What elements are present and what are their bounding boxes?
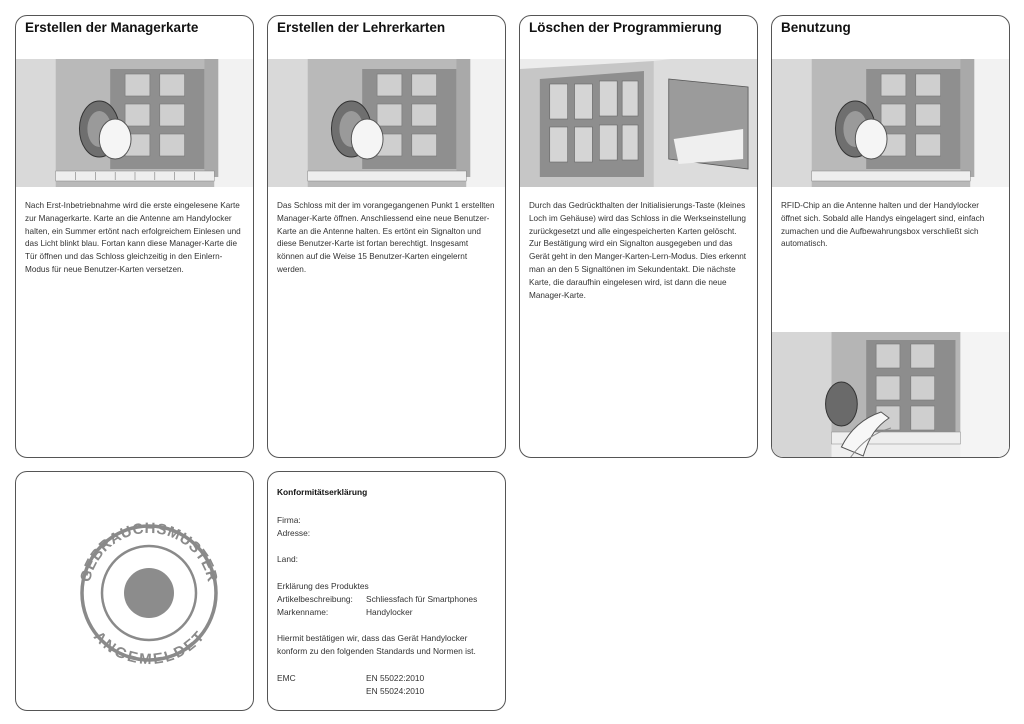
land-label: Land: [277, 554, 298, 564]
card-description: Nach Erst-Inbetriebnahme wird die erste eingelesene Karte zur Managerkarte. Karte an die Antenne am Handylocker halten, ein Summer ertönt nach erfolgreichem Einlesen und das Licht blinkt blau. Fortan kann diese Manager-Karte die Tür öffnen und das Schloss gleichzeitig in den Einlern-Modus für neue Benutzer-Karten versetzen. [25, 201, 241, 274]
card-title: Benutzung [781, 20, 851, 35]
norm-1: EN 55022:2010 [366, 673, 425, 683]
card-usage [771, 15, 1010, 458]
produkt-heading: Erklärung des Produktes [277, 581, 369, 591]
seal-top-text: GEBRAUCHSMUSTER [77, 519, 221, 584]
card-reset [519, 15, 758, 458]
locker-image [16, 59, 253, 187]
card-title: Löschen der Programmierung [529, 20, 722, 35]
card-seal [15, 471, 254, 711]
adresse-label: Adresse: [277, 528, 311, 538]
card-description: Das Schloss mit der im vorangegangenen Punkt 1 erstellten Manager-Karte öffnen. Anschliessend eine neue Benutzer-Karte an die Antenne halten. Es ertönt ein Signalton und diese Benutzer-Karte ist fortan berechtigt. Insgesamt können auf die Weise 15 Benutzer-Karten eingelernt werden. [277, 201, 495, 274]
artikel-value: Schliessfach für Smartphones [366, 594, 478, 604]
declaration-statement: Hiermit bestätigen wir, dass das Gerät Handylocker konform zu den folgenden Standards und Normen ist. [277, 633, 476, 656]
marke-label: Markenname: [277, 607, 329, 617]
locker-image [268, 59, 505, 187]
card-title: Erstellen der Lehrerkarten [277, 20, 446, 35]
firma-label: Firma: [277, 515, 301, 525]
locker-image [772, 59, 1009, 187]
marke-value: Handylocker [366, 607, 413, 617]
seal-bottom-text: ANGEMELDET [90, 628, 209, 669]
emc-label: EMC [277, 673, 296, 683]
card-description: Durch das Gedrückthalten der Initialisierungs-Taste (kleines Loch im Gehäuse) wird das Schloss in die Werkseinstellung zurückgesetzt und alle eingespeicherten Karten gelöscht. Zur Bestätigung wird ein Signalton ausgegeben und das Gerät geht in den Manger-Karten-Lern-Modus. Dies erkennt man an den 5 Signaltönen im Sekundentakt. Die nächste Karte, die daraufhin eingelesen wird, ist dann die neue Manager-Karte. [529, 201, 747, 300]
svg-text:ANGEMELDET [90, 628, 208, 668]
open-locker-image [520, 59, 757, 187]
card-manager [15, 15, 254, 458]
gebrauchsmuster-seal [16, 472, 253, 710]
hand-locker-image [772, 332, 1009, 458]
declaration-title: Konformitätserklärung [277, 487, 368, 497]
norm-2: EN 55024:2010 [366, 686, 425, 696]
artikel-label: Artikelbeschreibung: [277, 594, 353, 604]
card-declaration [267, 471, 506, 711]
card-teacher [267, 15, 506, 458]
card-title: Erstellen der Managerkarte [25, 20, 199, 35]
card-description: RFID-Chip an die Antenne halten und der Handylocker öffnet sich. Sobald alle Handys eingelagert sind, einfach zumachen und die Aufbewahrungsbox verschließt sich automatisch. [781, 201, 985, 249]
